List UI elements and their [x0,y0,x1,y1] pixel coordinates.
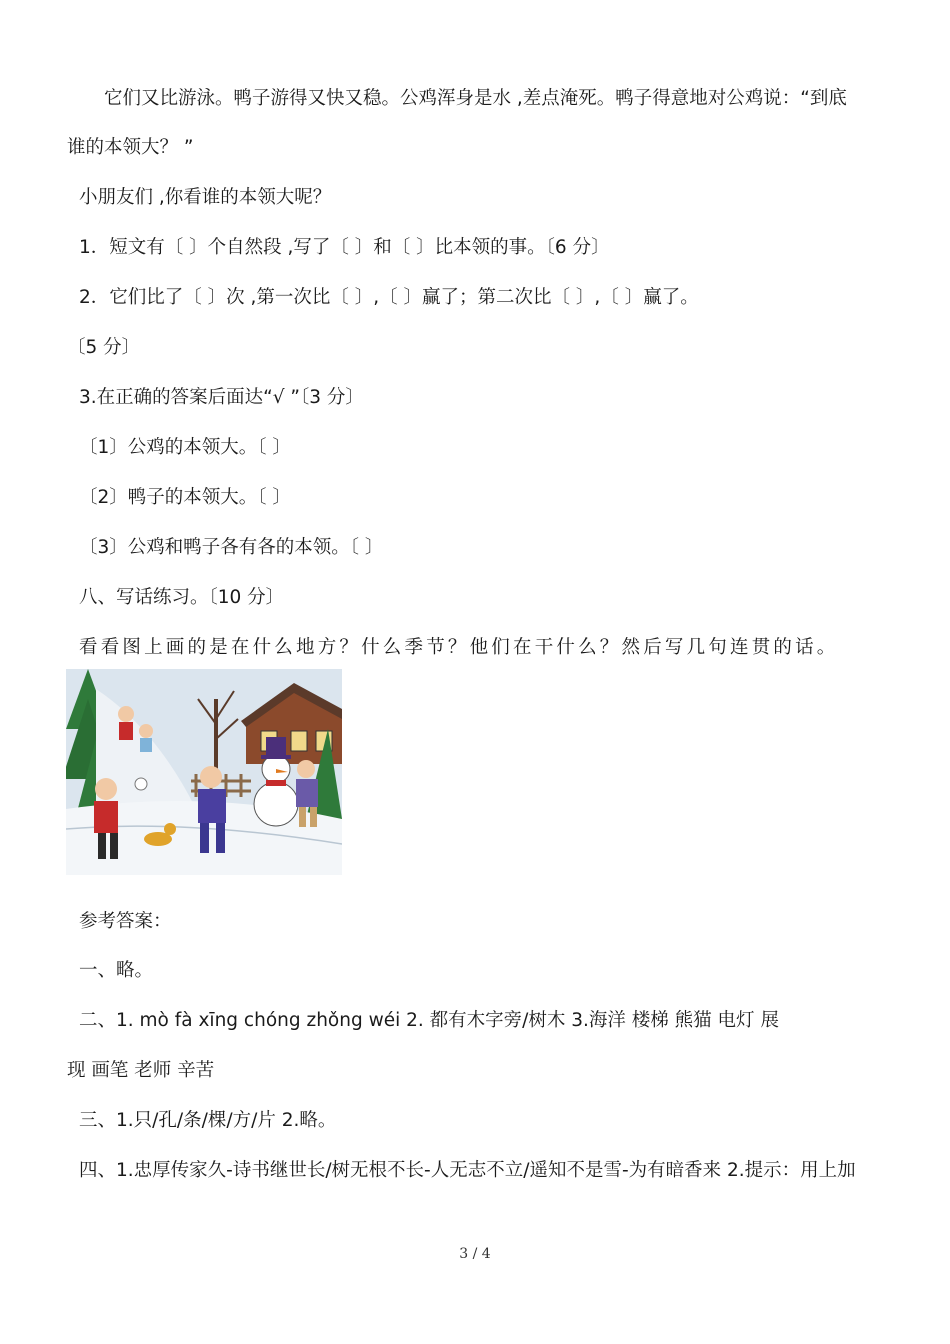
writing-prompt: 看看图上画的是在什么地方？什么季节？他们在干什么？然后写几句连贯的话。 [79,637,839,658]
option-1: 〔1〕公鸡的本领大。〔 〕 [79,437,291,458]
text-line: 谁的本领大？ ” [67,137,194,158]
answer-3: 三、1.只/孔/条/棵/方/片 2.略。 [79,1110,337,1131]
option-3: 〔3〕公鸡和鸭子各有各的本领。〔 〕 [79,537,384,558]
page-number: 3 / 4 [459,1246,491,1262]
answer-4: 四、1.忠厚传家久-诗书继世长/树无根不长-人无志不立/遥知不是雪-为有暗香来 2.提示：用上加 [79,1160,856,1181]
text-line: 小朋友们 ,你看谁的本领大呢？ [79,187,332,208]
option-2: 〔2〕鸭子的本领大。〔 〕 [79,487,291,508]
answer-2: 二、1. mò fà xīng chóng zhǒng wéi 2. 都有木字旁/树木 3.海洋 楼梯 熊猫 电灯 展 [79,1010,779,1031]
text-line: 〔5 分〕 [67,337,141,358]
winter-scene-illustration [66,669,342,875]
answer-1: 一、略。 [79,960,154,981]
answer-heading: 参考答案： [79,911,172,932]
text-line: 现 画笔 老师 辛苦 [67,1060,215,1081]
question-1: 1．短文有〔 〕个自然段 ,写了〔 〕和〔 〕比本领的事。〔6 分〕 [79,237,610,258]
question-3: 3.在正确的答案后面达“√ ”〔3 分〕 [79,387,364,408]
section-heading: 八、写话练习。〔10 分〕 [79,587,285,608]
text-line: 它们又比游泳。鸭子游得又快又稳。公鸡浑身是水 ,差点淹死。鸭子得意地对公鸡说：“到底 [104,88,847,109]
question-2: 2．它们比了〔 〕次 ,第一次比〔 〕,〔 〕赢了；第二次比〔 〕,〔 〕赢了。 [79,287,699,308]
